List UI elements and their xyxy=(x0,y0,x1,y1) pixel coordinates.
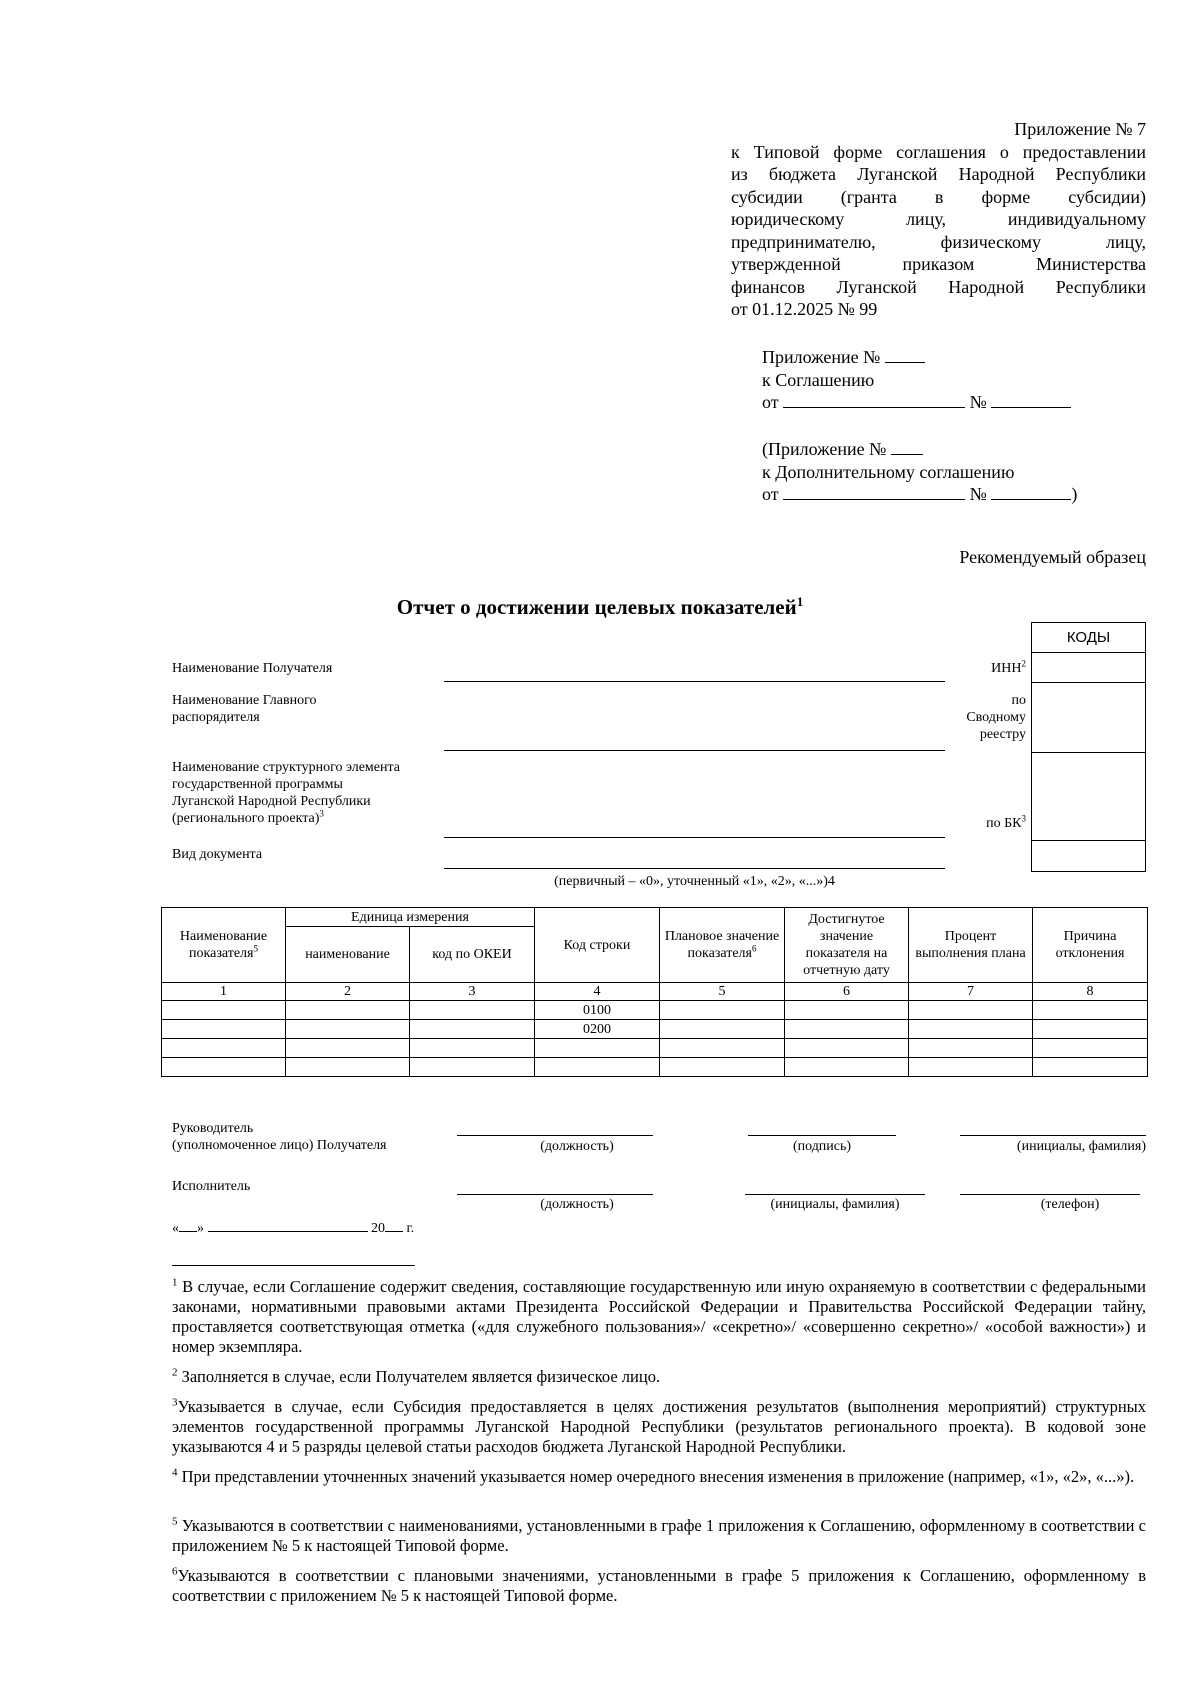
table-cell[interactable] xyxy=(909,1020,1033,1039)
main-manager-input-line[interactable] xyxy=(444,750,945,751)
table-row xyxy=(162,1020,1148,1039)
agreement-from-label: от xyxy=(762,392,779,412)
table-cell[interactable] xyxy=(286,1020,410,1039)
table-cell[interactable] xyxy=(162,1058,286,1077)
footnote-text: Указываются в соответствии с плановыми значениями, установленными в графе 5 приложения к Соглашению, оформленному в соответствии с приложением № 5 к настоящей Типовой форме. xyxy=(172,1566,1146,1605)
table-cell[interactable] xyxy=(286,1039,410,1058)
main-manager-label-line: распорядителя xyxy=(172,710,260,725)
col-number: 2 xyxy=(286,983,410,1001)
footnote-number: 2 xyxy=(172,1366,178,1379)
additional-from-label: от xyxy=(762,484,779,504)
footnote-text: При представлении уточненных значений указывается номер очередного внесения изменения в приложение (например, «1», «2», «...»). xyxy=(181,1467,1135,1486)
agreement-no-label: № xyxy=(969,392,987,412)
col-plan-value-text: Плановое значение показателя xyxy=(664,929,780,961)
date-month-field[interactable] xyxy=(208,1215,368,1232)
table-cell[interactable] xyxy=(660,1058,785,1077)
table-cell[interactable] xyxy=(1033,1001,1148,1020)
struct-element-label-line: Луганской Народной Республики xyxy=(172,794,371,809)
table-cell[interactable] xyxy=(1033,1020,1148,1039)
table-cell[interactable] xyxy=(1033,1039,1148,1058)
head-label-line: (уполномоченное лицо) Получателя xyxy=(172,1138,387,1153)
col-plan-value-footnote: 6 xyxy=(751,943,757,954)
col-number: 1 xyxy=(162,983,286,1001)
struct-element-label-line: (регионального проекта) xyxy=(172,811,320,826)
inn-label xyxy=(960,660,1026,677)
executor-position-caption: (должность) xyxy=(540,1197,614,1212)
col-number: 7 xyxy=(909,983,1033,1001)
additional-date-field[interactable] xyxy=(783,483,965,500)
executor-initials-line[interactable] xyxy=(745,1194,925,1195)
recipient-label: Наименование Получателя xyxy=(172,661,333,676)
col-row-code-header: Код строки xyxy=(535,908,660,983)
agreement-number-field[interactable] xyxy=(991,391,1071,408)
report-title-text: Отчет о достижении целевых показателей xyxy=(396,595,797,619)
code-cell-inn[interactable] xyxy=(1032,653,1145,683)
head-signature-caption: (подпись) xyxy=(792,1139,852,1154)
date-year-field[interactable] xyxy=(385,1215,403,1232)
struct-element-footnote: 3 xyxy=(319,808,324,819)
agreement-annex-label: Приложение № xyxy=(762,347,881,367)
indicators-table xyxy=(161,907,1148,1077)
footnote-text: В случае, если Соглашение содержит сведения, составляющие государственную или иную охраняемую в соответствии с федеральными законами, нормативными правовыми актами Президента Российской Федерации и Правительства Российской Федерации тайну, проставляется соответствующая отметка («для служебного пользования»/ «секретно»/ «совершенно секретно»/ «особой важности») и номер экземпляра. xyxy=(172,1277,1147,1356)
table-cell[interactable] xyxy=(286,1058,410,1077)
col-number: 5 xyxy=(660,983,785,1001)
table-cell[interactable] xyxy=(660,1039,785,1058)
table-cell[interactable] xyxy=(410,1039,535,1058)
row-code-cell: 0100 xyxy=(535,1001,660,1020)
table-cell[interactable] xyxy=(785,1039,909,1058)
annex-date: от 01.12.2025 № 99 xyxy=(731,299,878,319)
table-cell[interactable] xyxy=(162,1020,286,1039)
footnote-text: Указывается в случае, если Субсидия предоставляется в целях достижения результатов (выполнения мероприятий) структурных элементов государственной программы Луганской Народной Республики (результатов регионального проекта). В кодовой зоне указываются 4 и 5 разряды целевой статьи расходов бюджета Луганской Народной Республики. xyxy=(172,1397,1146,1456)
col-indicator-name-text: Наименование показателя xyxy=(179,929,268,961)
annex-line: утвержденной приказом Министерства xyxy=(731,254,1146,274)
executor-initials-caption: (инициалы, фамилия) xyxy=(770,1197,900,1212)
col-number: 3 xyxy=(410,983,535,1001)
annex-line: финансов Луганской Народной Республики xyxy=(731,276,1146,297)
footnote xyxy=(172,1467,1146,1487)
table-cell[interactable] xyxy=(909,1001,1033,1020)
col-percent-header: Процент выполнения плана xyxy=(909,908,1033,983)
col-indicator-name-header xyxy=(162,908,286,983)
row-code-cell[interactable] xyxy=(535,1039,660,1058)
registry-label-line: по xyxy=(1011,693,1026,708)
agreement-label: к Соглашению xyxy=(762,369,875,390)
table-cell[interactable] xyxy=(162,1039,286,1058)
table-cell[interactable] xyxy=(286,1001,410,1020)
col-number: 4 xyxy=(535,983,660,1001)
col-number: 8 xyxy=(1033,983,1148,1001)
struct-element-label xyxy=(172,759,400,827)
head-position-caption: (должность) xyxy=(540,1139,614,1154)
footnote-number: 1 xyxy=(172,1276,178,1289)
executor-phone-caption: (телефон) xyxy=(1040,1197,1100,1212)
footnote-number: 3 xyxy=(172,1396,178,1409)
table-cell[interactable] xyxy=(660,1001,785,1020)
unit-group-header: Единица измерения xyxy=(286,908,535,927)
table-cell[interactable] xyxy=(909,1039,1033,1058)
head-label-line: Руководитель xyxy=(172,1121,254,1136)
table-row xyxy=(162,1001,1148,1020)
additional-number-field[interactable] xyxy=(991,483,1071,500)
doc-type-input-line[interactable] xyxy=(444,868,945,869)
table-cell[interactable] xyxy=(410,1058,535,1077)
annex-header xyxy=(731,118,1146,321)
annex-number: Приложение № 7 xyxy=(1014,119,1146,139)
annex-line: предпринимателю, физическому лицу, xyxy=(731,231,1146,252)
date-row xyxy=(172,1215,414,1237)
head-position-line[interactable] xyxy=(457,1135,653,1136)
code-cell-bk[interactable] xyxy=(1032,753,1145,841)
additional-no-label: № xyxy=(969,484,987,504)
annex-line: к Типовой форме соглашения о предоставлении xyxy=(731,141,1146,162)
bk-footnote: 3 xyxy=(1021,813,1026,824)
row-code-cell[interactable] xyxy=(535,1058,660,1077)
col-unit-name-header: наименование xyxy=(286,927,410,983)
table-cell[interactable] xyxy=(785,1058,909,1077)
table-cell[interactable] xyxy=(785,1001,909,1020)
head-label xyxy=(172,1120,387,1154)
executor-label: Исполнитель xyxy=(172,1179,251,1194)
col-achieved-value-header: Достигнутое значение показателя на отчетную дату xyxy=(785,908,909,983)
doc-type-hint: (первичный – «0», уточненный «1», «2», «...»)4 xyxy=(554,874,835,889)
executor-position-line[interactable] xyxy=(457,1194,653,1195)
col-plan-value-header xyxy=(660,908,785,983)
table-cell[interactable] xyxy=(909,1058,1033,1077)
footnote xyxy=(172,1566,1146,1606)
footnote-number: 4 xyxy=(172,1466,178,1479)
table-cell[interactable] xyxy=(410,1001,535,1020)
head-initials-caption: (инициалы, фамилия) xyxy=(1016,1139,1146,1154)
footnote-separator xyxy=(172,1265,415,1266)
head-signature-line[interactable] xyxy=(748,1135,896,1136)
main-manager-label-line: Наименование Главного xyxy=(172,693,317,708)
inn-label-text: ИНН xyxy=(991,661,1022,676)
table-cell[interactable] xyxy=(785,1020,909,1039)
main-manager-label xyxy=(172,692,316,726)
codes-header: КОДЫ xyxy=(1032,623,1145,653)
doc-type-label: Вид документа xyxy=(172,847,263,862)
table-cell[interactable] xyxy=(1033,1058,1148,1077)
bk-label xyxy=(940,815,1026,832)
date-year-prefix: 20 xyxy=(371,1221,385,1236)
table-cell[interactable] xyxy=(162,1001,286,1020)
footnote xyxy=(172,1397,1146,1457)
footnote-number: 6 xyxy=(172,1565,178,1578)
annex-line: юридическому лицу, индивидуальному xyxy=(731,209,1146,229)
footnote-text: Заполняется в случае, если Получателем является физическое лицо. xyxy=(181,1367,661,1386)
table-row xyxy=(162,1039,1148,1058)
row-code-cell: 0200 xyxy=(535,1020,660,1039)
table-cell[interactable] xyxy=(660,1020,785,1039)
col-deviation-reason-header: Причина отклонения xyxy=(1033,908,1148,983)
registry-label-line: Сводному xyxy=(966,710,1026,725)
footnote-number: 5 xyxy=(172,1515,178,1528)
additional-close-paren: ) xyxy=(1071,484,1078,504)
col-indicator-footnote: 5 xyxy=(253,943,258,954)
additional-agreement-label: к Дополнительному соглашению xyxy=(762,461,1015,482)
annex-line: субсидии (гранта в форме субсидии) xyxy=(731,186,1146,207)
date-open-quote: « xyxy=(172,1221,179,1236)
date-close-quote: » xyxy=(197,1221,204,1236)
registry-label-line: реестру xyxy=(979,727,1026,742)
date-day-field[interactable] xyxy=(179,1215,197,1232)
additional-annex-label: (Приложение № xyxy=(762,439,887,459)
codes-column xyxy=(1031,622,1146,872)
agreement-date-field[interactable] xyxy=(783,391,965,408)
table-row xyxy=(162,1058,1148,1077)
additional-annex-number-field[interactable] xyxy=(891,438,923,455)
inn-footnote: 2 xyxy=(1021,658,1026,669)
report-title xyxy=(300,594,900,620)
footnote xyxy=(172,1516,1146,1556)
col-okei-code-header: код по ОКЕИ xyxy=(410,927,535,983)
code-cell-registry[interactable] xyxy=(1032,683,1145,753)
footnote xyxy=(172,1367,1146,1387)
code-cell-doc-type[interactable] xyxy=(1032,841,1145,871)
date-year-suffix: г. xyxy=(406,1221,415,1236)
head-initials-line[interactable] xyxy=(960,1135,1146,1136)
col-number: 6 xyxy=(785,983,909,1001)
footnote xyxy=(172,1277,1146,1357)
recipient-input-line[interactable] xyxy=(444,681,945,682)
report-title-footnote: 1 xyxy=(796,594,804,609)
recommended-sample-label: Рекомендуемый образец xyxy=(959,547,1146,567)
footnote-text: Указываются в соответствии с наименованиями, установленными в графе 1 приложения к Соглашению, оформленному в соответствии с приложением № 5 к настоящей Типовой форме. xyxy=(172,1516,1147,1555)
additional-agreement-block xyxy=(762,438,1102,506)
struct-element-input-line[interactable] xyxy=(444,837,945,838)
table-cell[interactable] xyxy=(410,1020,535,1039)
agreement-block xyxy=(762,346,1092,414)
annex-line: из бюджета Луганской Народной Республики xyxy=(731,164,1146,184)
executor-phone-line[interactable] xyxy=(960,1194,1140,1195)
agreement-annex-number-field[interactable] xyxy=(885,346,925,363)
bk-label-text: по БК xyxy=(986,816,1022,831)
struct-element-label-line: Наименование структурного элемента xyxy=(172,760,400,775)
registry-label xyxy=(930,692,1026,743)
struct-element-label-line: государственной программы xyxy=(172,777,343,792)
